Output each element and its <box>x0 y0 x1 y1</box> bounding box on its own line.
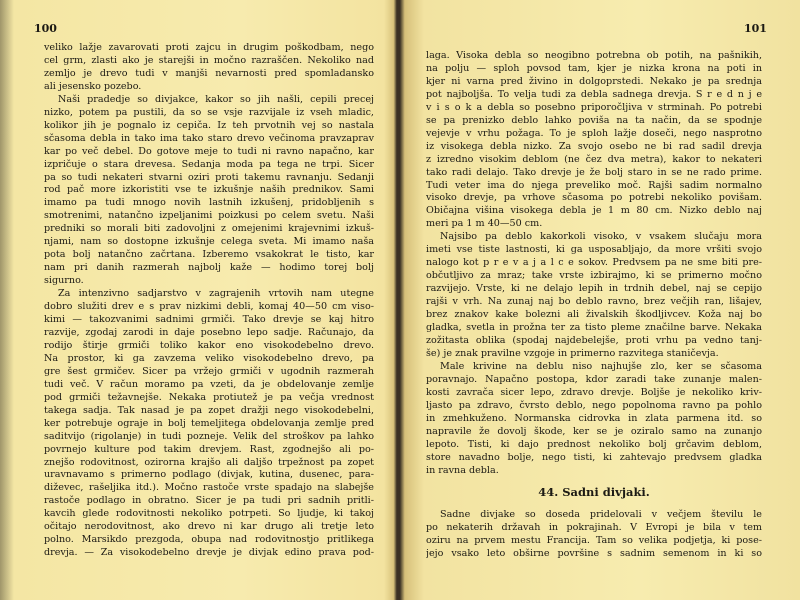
text-line: nam pri danih razmerah najbolj kaže — hodimo torej bolj <box>44 262 374 274</box>
text-line: Običajna višina visokega debla je 1 m 80 cm. Nizko deblo naj <box>426 205 762 217</box>
text-line: razvije, zgodaj zarodi in daje posebno lepo sadje. Računajo, da <box>44 326 374 338</box>
left-page-text <box>44 42 374 560</box>
text-line: gladka, svetla in prožna ter za tisto pleme značilne barve. Nekaka <box>426 322 762 334</box>
text-line: ker potrebuje ograje in bolj temeljitega obdelovanja zemlje pred <box>44 417 374 429</box>
text-line: kimi — takozvanimi sadnimi grmiči. Tako drevje se kaj hitro <box>44 314 374 326</box>
text-line: rastoče podlago in obratno. Sicer je pa tudi pri sadnih pritli- <box>44 495 374 507</box>
left-page-number: 100 <box>34 22 57 35</box>
text-line: uravnavamo s primerno podlago (divjak, kutina, dusenec, para- <box>44 469 374 481</box>
text-line: diževec, rašeljika itd.). Močno rastoče vrste spadajo na slabejše <box>44 482 374 494</box>
text-line: pa so tudi nekateri stvarni oziri proti takemu ravnanju. Sedanji <box>44 171 374 183</box>
text-line: saditvijo (rigolanje) in tudi pozneje. Velik del stroškov pa lahko <box>44 430 374 442</box>
text-line: kar po več debel. Do gotove meje to tudi ni ravno napačno, kar <box>44 145 374 157</box>
text-line: tudi več. V račun moramo pa vzeti, da je obdelovanje zemlje <box>44 378 374 390</box>
text-line: Sadne divjake so doseda pridelovali v večjem številu le <box>440 509 762 521</box>
text-line: in ravna debla. <box>426 464 499 476</box>
text-line: ljasto pa zdravo, čvrsto deblo, nego popolnoma ravno pa pohlo <box>426 399 762 411</box>
text-line: razvijejo. Vrste, ki ne delajo lepih in trdnih debel, naj se cepijo <box>426 283 762 295</box>
text-line: store navadno bolje, nego tisti, ki zahtevajo predvsem gladka <box>426 451 762 463</box>
right-page-text <box>426 50 762 561</box>
text-line: rodijo štirje grmiči toliko kakor eno visokodebelno drevo. <box>44 339 374 351</box>
text-line: Na prostor, ki ga zavzema veliko visokodebelno drevo, pa <box>44 352 374 364</box>
text-line: cel grm, zlasti ako je starejši in močno razraščen. Nekoliko nad <box>44 54 374 66</box>
text-line: predniki so morali biti zadovoljni z omejenimi krajevnimi izkuš- <box>44 223 374 235</box>
text-line: kjer ni varna pred živino in dolgoprstedi. Nekako je pa srednja <box>426 75 762 87</box>
text-line: laga. Visoka debla so neogibno potrebna ob potih, na pašnikih, <box>426 50 762 61</box>
text-line: in zmehkuženo. Normanska cidrovka in zlata parmena itd. so <box>426 412 762 424</box>
text-line: zemljo je drevo tudi v manjši nevarnosti pred spomladansko <box>44 67 374 79</box>
text-line: z izredno visokim deblom (ne čez dva metra), kakor to nekateri <box>426 153 762 165</box>
text-line: Za intenzivno sadjarstvo v zagrajenih vrtovih nam utegne <box>58 288 374 300</box>
text-line: imeti vse tiste lastnosti, ki ga usposabljajo, da more vršiti svojo <box>426 244 762 256</box>
text-line: tako radi delajo. Tako drevje je že bolj staro in se ne rado prime. <box>426 166 762 178</box>
text-line: veliko lažje zavarovati proti zajcu in drugim poškodbam, nego <box>44 42 374 53</box>
text-line: pod grmiči težavnejše. Nekaka protiutež je pa večja vrednost <box>44 391 374 403</box>
text-line: iz visokega debla nizko. Za svojo osebo ne bi rad sadil drevja <box>426 140 762 152</box>
right-page <box>404 0 800 600</box>
text-line: imamo pa tudi mnogo novih lastnih izkušenj, pridobljenih s <box>44 197 374 209</box>
text-line: povrnejo kulture pod takim drevjem. Rast, zgodnejšo ali po- <box>44 443 374 455</box>
text-line: še) je znak pravilne vzgoje in primerno razvitega staničevja. <box>426 347 719 359</box>
text-line: oziru na prvem mestu Francija. Tam so velika podjetja, ki pose- <box>426 535 762 547</box>
text-line: na polju — sploh povsod tam, kjer je nizka krona na poti in <box>426 62 762 74</box>
text-line: visoko drevje, pa vrhove sčasoma po potrebi nekoliko povišam. <box>426 192 762 204</box>
text-line: meri pa 1 m 40—50 cm. <box>426 218 543 230</box>
left-page <box>0 0 392 600</box>
text-line: znejšo rodovitnost, ozirorna krajšo ali daljšo trpežnost pa zopet <box>44 456 374 468</box>
text-line: takega sadja. Tak nasad je pa zopet dražji nego visokodebelni, <box>44 404 374 416</box>
text-line: ali jesensko pozebo. <box>44 80 142 92</box>
text-line: očitajo nerodovitnost, ako drevo ni kar drugo ali tretje leto <box>44 521 374 533</box>
text-line: zožitasta oblika (spodaj najdebelejše, proti vrhu pa vedno tanj- <box>426 334 762 346</box>
text-line: vejevje v vrhu požaga. To je sploh lažje doseči, nego nasprotno <box>426 127 762 139</box>
text-line: polno. Marsikdo prezgoda, obupa nad rodovitnostjo pritlikega <box>44 534 374 546</box>
text-line: občutljivo za mraz; take vrste izbirajmo, ki se primerno močno <box>426 270 762 282</box>
text-line: nizko, potem pa pustili, da so se vsje razvijale iz vseh mladic, <box>44 106 374 118</box>
section-heading: 44. Sadni divjaki. <box>538 485 650 500</box>
text-line: kavcih glede rodovitnosti nekoliko potrpeti. So ljudje, ki takoj <box>44 508 374 520</box>
text-line: kosti zavrača sicer lepo, zdravo drevje. Boljše je nekoliko kriv- <box>426 386 762 398</box>
text-line: pota bolj natančno začrtana. Izberemo vsakokrat le tisto, kar <box>44 249 374 261</box>
text-line: drevja. — Za visokodebelno drevje je divjak edino prava pod- <box>44 547 374 559</box>
text-line: po nekaterih državah in pokrajinah. V Evropi je bila v tem <box>426 522 762 534</box>
text-line: Male krivine na deblu niso najhujše zlo, ker se sčasoma <box>440 360 762 372</box>
text-line: smotrenimi, natančno izpeljanimi poizkusi po celem svetu. Naši <box>44 210 374 222</box>
text-line: rod pač more izkoristiti vse te izkušnje naših prednikov. Sami <box>44 184 374 196</box>
text-line: pot najboljša. To velja tudi za debla sadnega drevja. S r e d n j e <box>426 88 762 100</box>
text-line: jejo vsako leto obširne površine s sadnim semenom in ki so <box>426 548 762 560</box>
text-line: Tudi veter ima do njega preveliko moč. Rajši sadim normalno <box>426 179 762 191</box>
text-line: njami, nam so dostopne izkušnje celega sveta. Mi imamo naša <box>44 236 374 248</box>
text-line: v i s o k a debla so posebno priporočljiva v strminah. Po potrebi <box>426 101 762 113</box>
text-line: brez znakov kake bolezni ali živalskih škodljivcev. Koža naj bo <box>426 309 762 321</box>
text-line: lepoto. Tisti, ki dajo prednost nekoliko bolj grčavim deblom, <box>426 438 762 450</box>
text-line: kolikor jih je pognalo iz cepiča. Iz teh prvotnih vej so nastala <box>44 119 374 131</box>
text-line: napravile že dovolj škode, ker se je oziralo samo na zunanjo <box>426 425 762 437</box>
text-line: rajši v vrh. Na zunaj naj bo deblo ravno, brez večjih ran, lišajev, <box>426 296 762 308</box>
text-line: gre šest grmičev. Sicer pa vržejo grmiči v ugodnih razmerah <box>44 365 374 377</box>
text-line: sčasoma debla in tako ima tako staro drevo večinoma pravzaprav <box>44 132 374 144</box>
text-line: izpričuje o stara drevesa. Sedanja moda pa tega ne trpi. Sicer <box>44 158 374 170</box>
text-line: sigurno. <box>44 275 84 287</box>
text-line: poravnajo. Napačno postopa, kdor zaradi take zunanje malen- <box>426 373 762 385</box>
text-line: Naši pradedje so divjakce, kakor so jih našli, cepili precej <box>58 93 374 105</box>
text-line: dobro služiti drev e s prav nizkimi debli, komaj 40—50 cm viso- <box>44 301 374 313</box>
text-line: Najsibo pa deblo kakorkoli visoko, v vsakem slučaju mora <box>440 231 762 243</box>
text-line: nalogo kot p r e v a j a l c e sokov. Predvsem pa ne sme biti pre- <box>426 257 762 269</box>
right-page-number: 101 <box>744 22 767 35</box>
text-line: se pa prenizko deblo lahko poviša na ta način, da se spodnje <box>426 114 762 126</box>
